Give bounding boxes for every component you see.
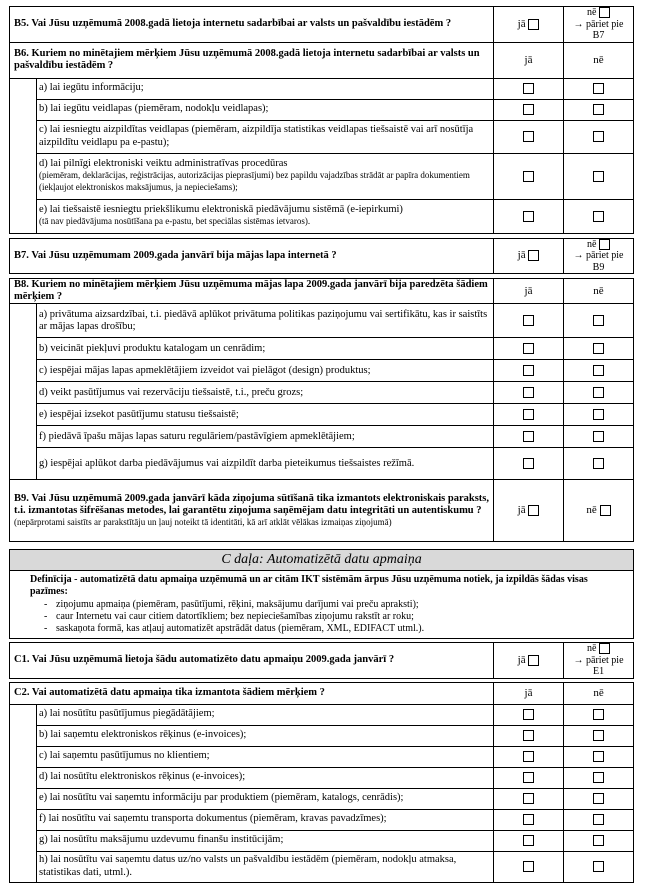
b9-yes-checkbox[interactable] bbox=[528, 505, 539, 516]
spacer bbox=[10, 382, 37, 404]
b5-no-checkbox[interactable] bbox=[599, 7, 610, 18]
b6-item-row bbox=[10, 199, 634, 233]
spacer bbox=[10, 809, 37, 830]
c2-item-row bbox=[10, 767, 634, 788]
spacer bbox=[10, 360, 37, 382]
spacer bbox=[10, 704, 37, 725]
checkbox[interactable] bbox=[523, 861, 534, 872]
spacer bbox=[10, 99, 37, 120]
checkbox[interactable] bbox=[593, 104, 604, 115]
spacer bbox=[10, 338, 37, 360]
b8-b-no[interactable] bbox=[564, 338, 634, 360]
definition-bullet: - ziņojumu apmaiņa (piemēram, pasūtījumi, rēķini, maksājumu darījumi vai preču apraksti); bbox=[56, 599, 613, 611]
c2-item-row bbox=[10, 746, 634, 767]
b6-c-no[interactable] bbox=[564, 120, 634, 153]
b6-item-a: a) lai iegūtu informāciju; bbox=[37, 78, 494, 99]
b6-a-no[interactable] bbox=[564, 78, 634, 99]
b8-e-no[interactable] bbox=[564, 404, 634, 426]
checkbox[interactable] bbox=[593, 861, 604, 872]
b6-d-no[interactable] bbox=[564, 153, 634, 199]
spacer bbox=[10, 830, 37, 851]
checkbox[interactable] bbox=[523, 131, 534, 142]
b5-question: B5. Vai Jūsu uzņēmumā 2008.gadā lietoja internetu sadarbībai ar valsts un pašvaldību iestādēm ? bbox=[10, 7, 494, 43]
b8-item-g: g) iespējai aplūkot darba piedāvājumus vai aizpildīt darba pieteikumus tiešsaistes režīmā. bbox=[37, 448, 494, 480]
b8-item-f: f) piedāvā īpašu mājas lapas saturu regulāriem/pastāvīgiem apmeklētājiem; bbox=[37, 426, 494, 448]
checkbox[interactable] bbox=[523, 709, 534, 720]
b8-e-yes[interactable] bbox=[494, 404, 564, 426]
spacer bbox=[10, 746, 37, 767]
b8-item-row bbox=[10, 360, 634, 382]
c2-d-no[interactable] bbox=[564, 767, 634, 788]
c2-item-row bbox=[10, 704, 634, 725]
c1-no[interactable] bbox=[564, 643, 634, 679]
c2-c-yes[interactable] bbox=[494, 746, 564, 767]
b8-row bbox=[10, 279, 634, 304]
b6-no-header: nē bbox=[564, 42, 634, 78]
b6-item-row bbox=[10, 153, 634, 199]
b6-item-row bbox=[10, 120, 634, 153]
b7-yes[interactable] bbox=[494, 238, 564, 274]
b5-yes-label: jā bbox=[517, 18, 526, 30]
c2-f-no[interactable] bbox=[564, 809, 634, 830]
b8-item-b: b) veicināt piekļuvi produktu katalogam un cenrādim; bbox=[37, 338, 494, 360]
b6-item-d-note: (piemēram, deklarācijas, reģistrācijas, autorizācijas pieprasījumi) bez papildu vajadzības strādāt ar papīra dokumentiem (iekļaujot elektroniskos maksājumus, ja nepieciešams); bbox=[39, 169, 470, 193]
spacer bbox=[10, 304, 37, 338]
b6-item-d-label: d) lai pilnīgi elektroniski veiktu administratīvas procedūras bbox=[39, 157, 288, 169]
b8-c-yes[interactable] bbox=[494, 360, 564, 382]
b6-a-yes[interactable] bbox=[494, 78, 564, 99]
checkbox[interactable] bbox=[593, 458, 604, 469]
c2-row bbox=[10, 682, 634, 704]
b6-item-row bbox=[10, 78, 634, 99]
b8-item-a: a) privātuma aizsardzībai, t.i. piedāvā aplūkot privātuma politikas paziņojumu vai sertifikātu, kas ir saistīts ar mājas lapas drošību; bbox=[37, 304, 494, 338]
b6-item-d bbox=[37, 153, 494, 199]
c2-item-b: b) lai saņemtu elektroniskos rēķinus (e-invoices); bbox=[37, 725, 494, 746]
checkbox[interactable] bbox=[593, 387, 604, 398]
b9-question-text: B9. Vai Jūsu uzņēmumā 2009.gada janvārī kāda ziņojuma sūtīšanā tika izmantots elektroniskais paraksts, t.i. izmantotas šifrēšanas metodes, lai garantētu ziņojuma saņēmējam datu integritāti un autentiskumu ? bbox=[14, 492, 490, 516]
c2-item-g: g) lai nosūtītu maksājumu uzdevumu finanšu institūcijām; bbox=[37, 830, 494, 851]
b6-c-yes[interactable] bbox=[494, 120, 564, 153]
c1-yes[interactable] bbox=[494, 643, 564, 679]
b7-yes-label: jā bbox=[517, 249, 526, 262]
section-c-table bbox=[9, 549, 634, 883]
b9-yes[interactable] bbox=[494, 480, 564, 542]
b9-note: (nepārprotami saistīts ar parakstītāju un ļauj noteikt tā identitāti, kā arī atklāt vēlākas izmaiņas ziņojumā) bbox=[14, 516, 392, 527]
c2-e-no[interactable] bbox=[564, 788, 634, 809]
checkbox[interactable] bbox=[593, 835, 604, 846]
checkbox[interactable] bbox=[523, 315, 534, 326]
c2-item-e: e) lai nosūtītu vai saņemtu informāciju par produktiem (piemēram, katalogs, cenrādis); bbox=[37, 788, 494, 809]
definition-bullet: - saskaņota formā, kas atļauj automatizēt apstrādāt datus (piemēram, XML, EDIFACT utml.). bbox=[56, 623, 613, 635]
b9-yes-label: jā bbox=[517, 504, 526, 517]
c1-no-checkbox[interactable] bbox=[599, 643, 610, 654]
b8-item-row bbox=[10, 338, 634, 360]
checkbox[interactable] bbox=[593, 751, 604, 762]
spacer bbox=[10, 426, 37, 448]
section-c-header-row bbox=[10, 550, 634, 571]
spacer bbox=[10, 448, 37, 480]
checkbox[interactable] bbox=[593, 83, 604, 94]
b7-skip: → pāriet pie B9 bbox=[573, 250, 624, 273]
definition-list bbox=[30, 599, 613, 635]
b6-item-b: b) lai iegūtu veidlapas (piemēram, nodokļu veidlapas); bbox=[37, 99, 494, 120]
c2-b-no[interactable] bbox=[564, 725, 634, 746]
b6-item-e bbox=[37, 199, 494, 233]
checkbox[interactable] bbox=[593, 131, 604, 142]
definition-bullet: - caur Internetu vai caur citiem datortīkliem; bez nepieciešamības ziņojumu rakstīt ar roku; bbox=[56, 611, 613, 623]
b6-item-e-label: e) lai tiešsaistē iesniegtu priekšlikumu elektroniskā piedāvājumu sistēmā (e-iepirkumi) bbox=[39, 203, 403, 215]
b8-a-no[interactable] bbox=[564, 304, 634, 338]
b8-item-row bbox=[10, 382, 634, 404]
checkbox[interactable] bbox=[523, 104, 534, 115]
b7-question: B7. Vai Jūsu uzņēmumam 2009.gada janvārī bija mājas lapa internetā ? bbox=[10, 238, 494, 274]
b8-a-yes[interactable] bbox=[494, 304, 564, 338]
spacer bbox=[10, 199, 37, 233]
c1-skip: → pāriet pie E1 bbox=[573, 654, 624, 677]
checkbox[interactable] bbox=[523, 387, 534, 398]
b8-yes-header: jā bbox=[494, 279, 564, 304]
b8-f-no[interactable] bbox=[564, 426, 634, 448]
b8-item-c: c) iespējai mājas lapas apmeklētājiem izveidot vai pielāgot (design) produktus; bbox=[37, 360, 494, 382]
b6-item-e-note: (tā nav piedāvājuma nosūtīšana pa e-pastu, bet speciālas sistēmas ietvaros). bbox=[39, 216, 311, 226]
b9-row bbox=[10, 480, 634, 542]
c2-item-row bbox=[10, 830, 634, 851]
b7-no-checkbox[interactable] bbox=[599, 239, 610, 250]
checkbox[interactable] bbox=[593, 315, 604, 326]
definition-block bbox=[10, 571, 634, 639]
b6-question: B6. Kuriem no minētajiem mērķiem Jūsu uzņēmumā 2008.gadā lietoja internetu sadarbībai ar valsts un pašvaldību iestādēm ? bbox=[10, 42, 494, 78]
c2-a-yes[interactable] bbox=[494, 704, 564, 725]
b6-d-yes[interactable] bbox=[494, 153, 564, 199]
b5-yes-checkbox[interactable] bbox=[528, 19, 539, 30]
c2-yes-header: jā bbox=[494, 682, 564, 704]
c2-item-a: a) lai nosūtītu pasūtījumus piegādātājiem; bbox=[37, 704, 494, 725]
b9-no-label: nē bbox=[586, 504, 597, 517]
b5-row bbox=[10, 7, 634, 43]
c2-g-yes[interactable] bbox=[494, 830, 564, 851]
b8-c-no[interactable] bbox=[564, 360, 634, 382]
checkbox[interactable] bbox=[593, 772, 604, 783]
checkbox[interactable] bbox=[593, 365, 604, 376]
checkbox[interactable] bbox=[523, 793, 534, 804]
b8-item-row bbox=[10, 448, 634, 480]
c2-f-yes[interactable] bbox=[494, 809, 564, 830]
checkbox[interactable] bbox=[523, 458, 534, 469]
c2-no-header: nē bbox=[564, 682, 634, 704]
b8-g-no[interactable] bbox=[564, 448, 634, 480]
checkbox[interactable] bbox=[593, 709, 604, 720]
spacer bbox=[10, 725, 37, 746]
b8-item-d: d) veikt pasūtījumus vai rezervāciju tiešsaistē, t.i., preču grozs; bbox=[37, 382, 494, 404]
spacer bbox=[10, 851, 37, 882]
checkbox[interactable] bbox=[523, 772, 534, 783]
definition-text: Definīcija - automatizētā datu apmaiņa uzņēmumā un ar citām IKT sistēmām ārpus Jūsu uzņēmuma notiek, ja izpildās šādas visas pazīmes: bbox=[30, 574, 588, 597]
b8-d-yes[interactable] bbox=[494, 382, 564, 404]
c2-h-no[interactable] bbox=[564, 851, 634, 882]
b8-item-e: e) iespējai izsekot pasūtījumu statusu tiešsaistē; bbox=[37, 404, 494, 426]
b5-no-label: nē bbox=[587, 7, 597, 18]
b8-d-no[interactable] bbox=[564, 382, 634, 404]
checkbox[interactable] bbox=[593, 171, 604, 182]
checkbox[interactable] bbox=[523, 83, 534, 94]
checkbox[interactable] bbox=[523, 835, 534, 846]
b8-b-yes[interactable] bbox=[494, 338, 564, 360]
spacer bbox=[10, 78, 37, 99]
b9-no-checkbox[interactable] bbox=[600, 505, 611, 516]
b5-skip: → pāriet pie B7 bbox=[573, 18, 624, 41]
b8-g-yes[interactable] bbox=[494, 448, 564, 480]
spacer bbox=[10, 767, 37, 788]
c2-question: C2. Vai automatizētā datu apmaiņa tika izmantota šādiem mērķiem ? bbox=[10, 682, 494, 704]
section-c-title: C daļa: Automatizētā datu apmaiņa bbox=[10, 550, 634, 571]
checkbox[interactable] bbox=[593, 343, 604, 354]
b8-f-yes[interactable] bbox=[494, 426, 564, 448]
checkbox[interactable] bbox=[523, 751, 534, 762]
checkbox[interactable] bbox=[523, 814, 534, 825]
b6-item-c: c) lai iesniegtu aizpildītas veidlapas (piemēram, aizpildīja statistikas veidlapas tiešsaistē vai arī nosūtīja aizpildītu veidlapu pa e-pastu); bbox=[37, 120, 494, 153]
c2-h-yes[interactable] bbox=[494, 851, 564, 882]
b7-no[interactable] bbox=[564, 238, 634, 274]
c2-item-row bbox=[10, 725, 634, 746]
c2-item-c: c) lai saņemtu pasūtījumus no klientiem; bbox=[37, 746, 494, 767]
b7-yes-checkbox[interactable] bbox=[528, 250, 539, 261]
checkbox[interactable] bbox=[523, 409, 534, 420]
b7-row bbox=[10, 238, 634, 274]
c2-item-row bbox=[10, 809, 634, 830]
b8-item-row bbox=[10, 404, 634, 426]
b6-b-no[interactable] bbox=[564, 99, 634, 120]
b5-no[interactable] bbox=[564, 7, 634, 43]
c1-yes-checkbox[interactable] bbox=[528, 655, 539, 666]
b8-item-row bbox=[10, 426, 634, 448]
b8-item-row bbox=[10, 304, 634, 338]
section-b-table bbox=[9, 6, 634, 542]
checkbox[interactable] bbox=[593, 211, 604, 222]
checkbox[interactable] bbox=[593, 793, 604, 804]
b6-item-row bbox=[10, 99, 634, 120]
checkbox[interactable] bbox=[523, 211, 534, 222]
b6-e-yes[interactable] bbox=[494, 199, 564, 233]
c1-no-label: nē bbox=[587, 643, 597, 654]
b9-no[interactable] bbox=[564, 480, 634, 542]
spacer bbox=[10, 153, 37, 199]
checkbox[interactable] bbox=[523, 171, 534, 182]
c1-question: C1. Vai Jūsu uzņēmumā lietoja šādu automatizēto datu apmaiņu 2009.gada janvārī ? bbox=[10, 643, 494, 679]
c2-b-yes[interactable] bbox=[494, 725, 564, 746]
c2-item-row bbox=[10, 788, 634, 809]
c2-e-yes[interactable] bbox=[494, 788, 564, 809]
checkbox[interactable] bbox=[593, 730, 604, 741]
b5-yes[interactable] bbox=[494, 7, 564, 43]
c1-row bbox=[10, 643, 634, 679]
c2-a-no[interactable] bbox=[564, 704, 634, 725]
b8-question: B8. Kuriem no minētajiem mērķiem Jūsu uzņēmuma mājas lapa 2009.gada janvārī bija paredzēta šādiem mērķiem ? bbox=[10, 279, 494, 304]
c2-item-f: f) lai nosūtītu vai saņemtu transporta dokumentus (piemēram, kravas pavadzīmes); bbox=[37, 809, 494, 830]
b6-e-no[interactable] bbox=[564, 199, 634, 233]
checkbox[interactable] bbox=[523, 730, 534, 741]
spacer bbox=[10, 120, 37, 153]
c2-g-no[interactable] bbox=[564, 830, 634, 851]
checkbox[interactable] bbox=[593, 409, 604, 420]
checkbox[interactable] bbox=[523, 365, 534, 376]
definition-row bbox=[10, 571, 634, 639]
b9-question bbox=[10, 480, 494, 542]
c2-item-h: h) lai nosūtītu vai saņemtu datus uz/no valsts un pašvaldību iestādēm (piemēram, nodokļu atmaksa, statistikas dati, utml.). bbox=[37, 851, 494, 882]
b6-row bbox=[10, 42, 634, 78]
b8-no-header: nē bbox=[564, 279, 634, 304]
checkbox[interactable] bbox=[523, 431, 534, 442]
c1-yes-label: jā bbox=[517, 653, 526, 666]
spacer bbox=[10, 404, 37, 426]
spacer bbox=[10, 788, 37, 809]
c2-c-no[interactable] bbox=[564, 746, 634, 767]
b6-b-yes[interactable] bbox=[494, 99, 564, 120]
c2-item-row bbox=[10, 851, 634, 882]
c2-d-yes[interactable] bbox=[494, 767, 564, 788]
b6-yes-header: jā bbox=[494, 42, 564, 78]
b7-no-label: nē bbox=[587, 238, 597, 250]
checkbox[interactable] bbox=[523, 343, 534, 354]
c2-item-d: d) lai nosūtītu elektroniskos rēķinus (e-invoices); bbox=[37, 767, 494, 788]
checkbox[interactable] bbox=[593, 814, 604, 825]
checkbox[interactable] bbox=[593, 431, 604, 442]
